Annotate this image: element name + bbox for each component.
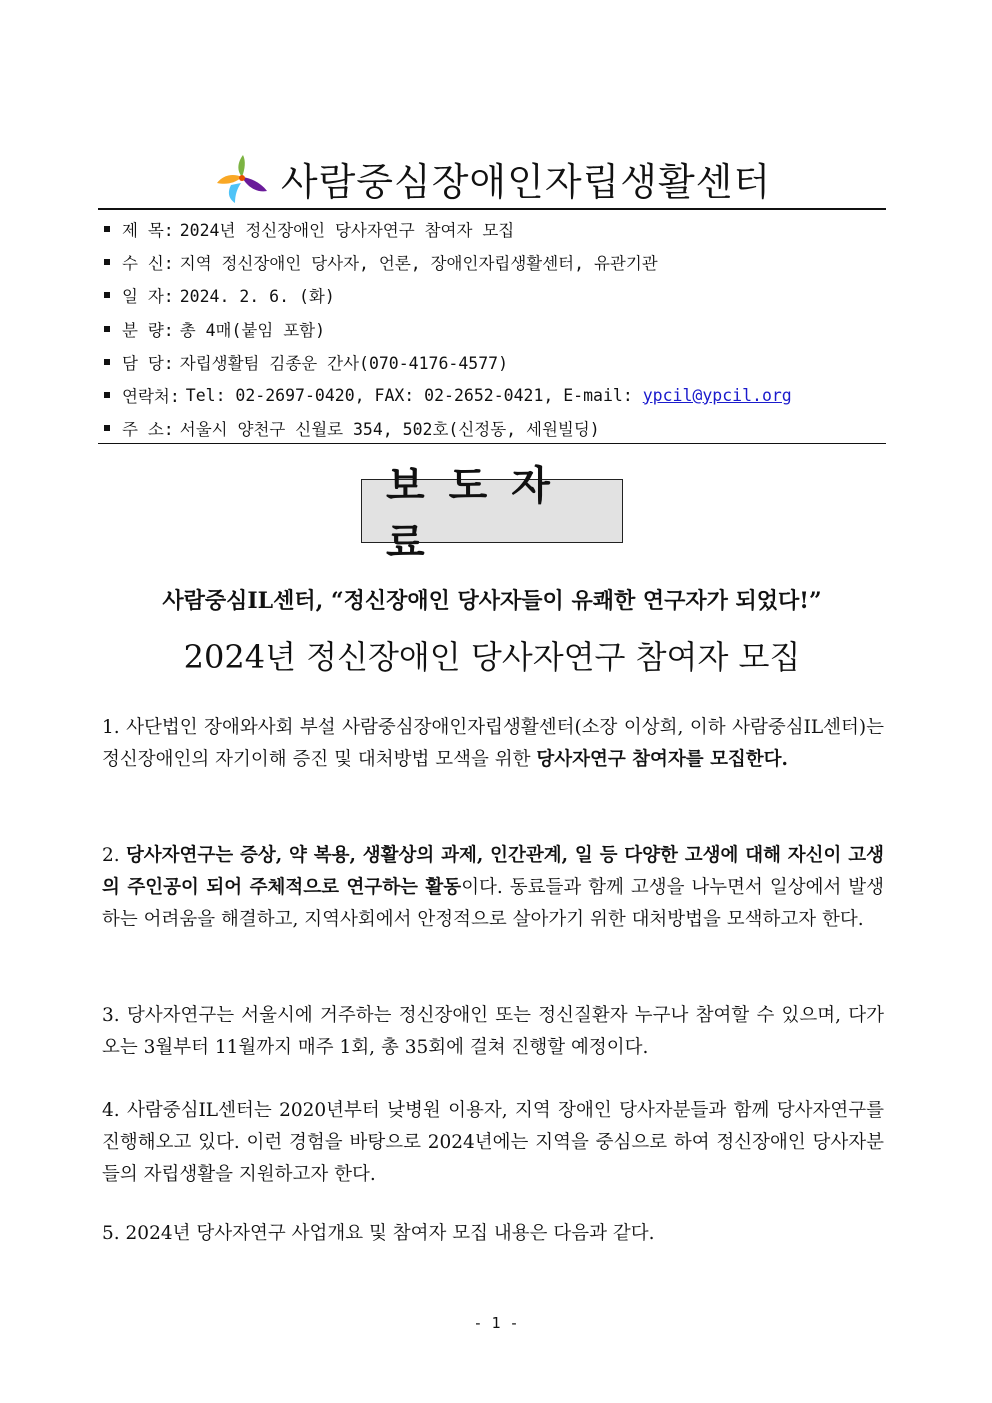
bullet-icon [104,259,110,265]
meta-value: 서울시 양천구 신월로 354, 502호(신정동, 세원빌딩) [179,420,600,440]
meta-value [186,386,792,405]
meta-label: 연락처: [122,387,180,407]
meta-label: 담 당: [122,353,174,373]
meta-value: 2024년 정신장애인 당사자연구 참여자 모집 [179,220,515,240]
header-bottom-rule [98,443,886,444]
meta-item-recipient [98,245,886,278]
paragraph-4: 4. 사람중심IL센터는 2020년부터 낮병원 이용자, 지역 장애인 당사자분들과 함께 당사자연구를 진행해오고 있다. 이런 경험을 바탕으로 2024년에는 지역을 중심으로 하여 정신장애인 당사자분들의 자립생활을 지원하고자 한다. [102,1100,884,1185]
meta-label: 분 량: [122,320,174,340]
meta-value: 자립생활팀 김종운 간사(070-4176-4577) [179,353,509,373]
meta-label: 제 목: [122,220,174,240]
bullet-icon [104,392,110,398]
paragraph-text: 2. [102,845,126,866]
paragraph-text: 1. 사단법인 장애와사회 부설 사람중심장애인자립생활센터(소장 이상희, 이하 사람중심IL센터)는 정신장애인의 자기이해 증진 및 대처방법 모색을 위한 [102,717,884,770]
meta-item-contact-info [98,378,886,411]
paragraph-text: 이다. 동료들과 함께 고생을 나누면서 일상에서 발생하는 어려움을 해결하고, 지역사회에서 안정적으로 살아가기 위한 대처방법을 모색하고자 한다. [102,877,884,930]
meta-item-length [98,312,886,345]
contact-text: Tel: 02-2697-0420, FAX: 02-2652-0421, E-mail: [185,385,643,405]
paragraph-1 [102,712,884,776]
paragraph-3: 3. 당사자연구는 서울시에 거주하는 정신장애인 또는 정신질환자 누구나 참여할 수 있으며, 다가오는 3월부터 11월까지 매주 1회, 총 35회에 걸쳐 진행할 예정이다. [102,1005,884,1058]
bullet-icon [104,292,110,298]
bullet-icon [104,326,110,332]
paragraph-emphasis: 당사자연구는 증상, 약 복용, 생활상의 과제, 인간관계, 일 등 다양한 고생에 대해 자신이 고생의 주인공이 되어 주체적으로 연구하는 활동 [102,845,884,898]
letterhead [98,148,886,208]
press-release-label: 보도자료 [361,479,623,543]
meta-item-subject [98,212,886,245]
meta-label: 일 자: [122,287,174,307]
meta-item-contact-person [98,345,886,378]
paragraph-5: 5. 2024년 당사자연구 사업개요 및 참여자 모집 내용은 다음과 같다. [102,1223,655,1244]
meta-value: 2024. 2. 6. (화) [179,287,335,307]
meta-item-address [98,412,886,445]
organization-logo-icon [213,151,271,205]
meta-item-date [98,279,886,312]
meta-label: 수 신: [122,253,174,273]
headline-subtitle: 사람중심IL센터, “정신장애인 당사자들이 유쾌한 연구자가 되었다!” [162,588,822,614]
page-number: - 1 - [473,1314,519,1332]
meta-label: 주 소: [122,420,174,440]
paragraph-emphasis: 당사자연구 참여자를 모집한다. [536,749,788,770]
meta-value: 총 4매(붙임 포함) [179,320,326,340]
organization-name: 사람중심장애인자립생활센터 [280,159,772,204]
email-link[interactable]: ypcil@ypcil.org [642,385,792,405]
bullet-icon [104,425,110,431]
bullet-icon [104,226,110,232]
document-meta-list [98,212,886,445]
bullet-icon [104,359,110,365]
paragraph-2 [102,840,884,936]
meta-value: 지역 정신장애인 당사자, 언론, 장애인자립생활센터, 유관기관 [179,253,658,273]
header-top-rule [98,208,886,210]
headline-title: 2024년 정신장애인 당사자연구 참여자 모집 [183,638,801,676]
